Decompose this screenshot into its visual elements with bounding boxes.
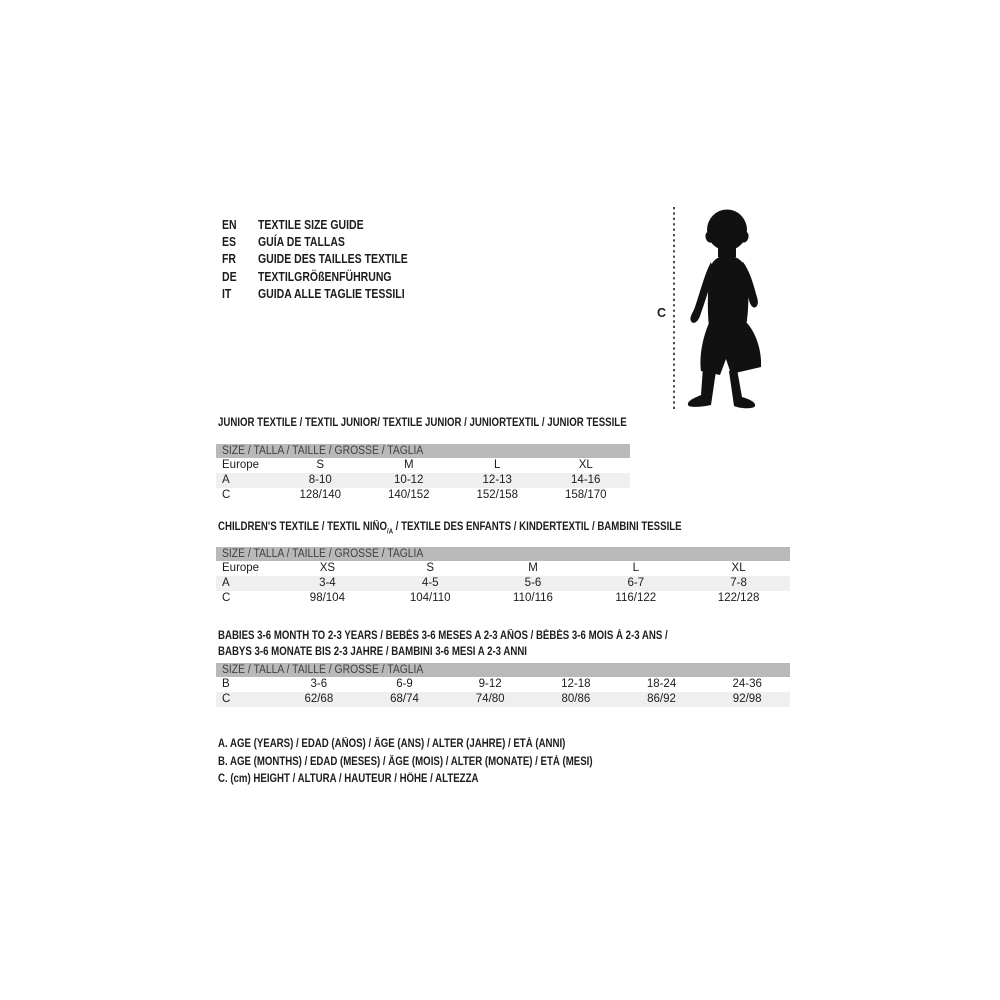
size-header-label: SIZE / TALLA / TAILLE / GRÖSSE / TAGLIA (222, 548, 424, 561)
row-label: C (222, 592, 231, 605)
size-cell: 80/86 (561, 693, 591, 705)
row-label: A (222, 577, 230, 590)
language-code: EN (222, 218, 237, 232)
table-row (216, 677, 790, 692)
size-header-label: SIZE / TALLA / TAILLE / GRÖSSE / TAGLIA (222, 445, 424, 457)
language-title: GUIDA ALLE TAGLIE TESSILI (258, 286, 405, 301)
language-code: FR (222, 252, 237, 267)
table-row (216, 576, 790, 591)
size-header-label: SIZE / TALLA / TAILLE / GRÖSSE / TAGLIA (222, 664, 424, 676)
height-c-label: C (657, 306, 667, 320)
language-row (222, 269, 436, 286)
height-figure (640, 200, 800, 420)
size-cell: M (528, 562, 538, 575)
title-part: / TEXTILE DES ENFANTS / KINDERTEXTIL / BAMBINI TESSILE (393, 521, 682, 533)
size-cell: 6-7 (627, 577, 645, 590)
language-list (222, 217, 436, 303)
row-label: C (222, 489, 231, 501)
size-cell: 74/80 (475, 693, 505, 705)
size-cell: 140/152 (387, 489, 430, 501)
size-cell: 9-12 (478, 678, 502, 690)
size-header-bar (216, 547, 790, 561)
size-cell: 3-4 (319, 577, 336, 590)
childrens-textile-rows (216, 561, 790, 606)
language-title: TEXTILE SIZE GUIDE (258, 218, 364, 232)
size-cell: 86/92 (647, 693, 676, 705)
size-cell: 12-18 (561, 678, 591, 690)
table-row (216, 591, 790, 606)
size-cell: XS (319, 562, 336, 575)
size-cell: 122/128 (717, 592, 760, 605)
table-title-line-1: BABIES 3-6 MONTH TO 2-3 YEARS / BEBÉS 3-6 MESES A 2-3 AÑOS / BÉBÉS 3-6 MOIS À 2-3 ANS / (218, 630, 668, 642)
size-cell: 18-24 (646, 678, 677, 690)
size-cell: M (403, 459, 414, 471)
language-row (222, 251, 436, 268)
row-label: C (222, 693, 231, 705)
size-cell: 116/122 (615, 592, 657, 605)
table-row (216, 692, 790, 707)
row-label: A (222, 474, 230, 486)
size-cell: 3-6 (310, 678, 328, 690)
size-cell: 128/140 (299, 489, 342, 501)
table-title-line-2: BABYS 3-6 MONATE BIS 2-3 JAHRE / BAMBINI 3-6 MESI A 2-3 ANNI (218, 646, 527, 658)
babies-textile-section (216, 628, 790, 707)
legend (216, 736, 664, 789)
size-cell: 8-10 (308, 474, 332, 486)
childrens-textile-section (216, 521, 790, 606)
size-cell: 6-9 (396, 678, 413, 690)
legend-height-cm: C. (cm) HEIGHT / ALTURA / HAUTEUR / HÖHE / ALTEZZA (218, 773, 479, 786)
title-part: CHILDREN'S TEXTILE / TEXTIL NIÑO (218, 521, 388, 533)
row-label: B (222, 678, 230, 690)
language-code: ES (222, 235, 237, 250)
language-row (222, 286, 436, 303)
size-cell: S (426, 562, 435, 575)
legend-age-months: B. AGE (MONTHS) / EDAD (MESES) / ÂGE (MOIS) / ALTER (MONATE) / ETÀ (MESI) (218, 755, 593, 768)
size-header-bar (216, 663, 790, 677)
size-cell: 98/104 (309, 592, 345, 605)
language-code: IT (222, 286, 232, 301)
size-cell: 158/170 (564, 489, 607, 501)
size-cell: 12-13 (482, 474, 512, 486)
table-title (218, 521, 682, 538)
size-cell: XL (731, 562, 746, 575)
toddler-silhouette-icon (684, 209, 770, 409)
size-cell: 4-5 (421, 577, 439, 590)
size-cell: XL (578, 459, 593, 471)
size-cell: 7-8 (730, 577, 747, 590)
legend-age-years: A. AGE (YEARS) / EDAD (AÑOS) / ÂGE (ANS) / ALTER (JAHRE) / ETÀ (ANNI) (218, 738, 566, 750)
row-label: Europe (222, 459, 260, 471)
language-code: DE (222, 269, 237, 284)
language-title: GUIDE DES TAILLES TEXTILE (258, 252, 408, 267)
size-cell: 104/110 (409, 592, 451, 605)
junior-textile-rows (216, 458, 630, 503)
size-cell: 110/116 (513, 592, 553, 605)
title-subscript: /A (387, 527, 394, 536)
language-row (222, 234, 436, 251)
language-title: GUÍA DE TALLAS (258, 235, 345, 250)
size-cell: L (632, 562, 639, 575)
height-dotted-line (672, 207, 676, 409)
size-cell: L (494, 459, 501, 471)
language-title: TEXTILGRÖßENFÜHRUNG (258, 269, 392, 284)
table-title: JUNIOR TEXTILE / TEXTIL JUNIOR/ TEXTILE JUNIOR / JUNIORTEXTIL / JUNIOR TESSILE (218, 417, 627, 429)
table-row (216, 473, 630, 488)
size-cell: 152/158 (476, 489, 519, 501)
junior-textile-section (216, 417, 630, 503)
language-row (222, 217, 436, 234)
size-cell: 14-16 (571, 474, 601, 486)
size-cell: 68/74 (390, 693, 419, 705)
babies-textile-rows (216, 677, 790, 707)
table-row (216, 561, 790, 576)
size-header-bar (216, 444, 630, 458)
size-cell: S (316, 459, 325, 471)
size-cell: 10-12 (394, 474, 424, 486)
size-cell: 5-6 (524, 577, 542, 590)
size-cell: 62/68 (304, 693, 334, 705)
size-cell: 92/98 (732, 693, 762, 705)
table-row (216, 488, 630, 503)
table-row (216, 458, 630, 473)
size-cell: 24-36 (732, 678, 762, 690)
row-label: Europe (222, 562, 260, 575)
